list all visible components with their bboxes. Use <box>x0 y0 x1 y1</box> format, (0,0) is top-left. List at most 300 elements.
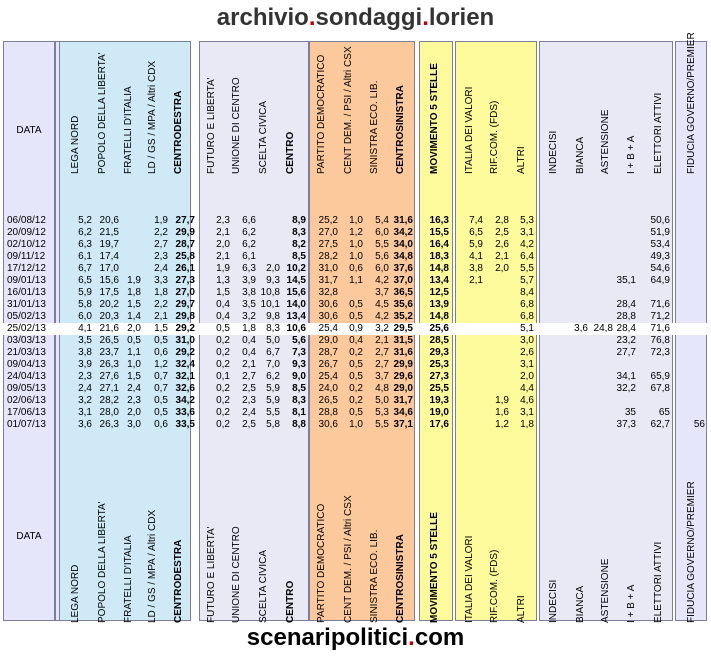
row-value: 27,6 <box>99 371 119 382</box>
row-value: 21,6 <box>99 323 119 334</box>
footer-fli: FUTURO E LIBERTA' <box>206 526 217 623</box>
row-value: 4,2 <box>375 311 389 322</box>
row-value: 4,8 <box>375 383 389 394</box>
row-value: 51,9 <box>650 227 670 238</box>
site-title: scenaripolitici.com <box>246 624 465 651</box>
row-value: 0,5 <box>154 335 168 346</box>
row-value: 3,7 <box>375 287 389 298</box>
row-value: 2,0 <box>495 263 509 274</box>
row-value: 5,5 <box>520 263 534 274</box>
row-value: 31,6 <box>393 215 413 226</box>
row-value: 29,7 <box>175 299 195 310</box>
row-value: 5,3 <box>520 215 534 226</box>
row-value: 14,0 <box>286 299 306 310</box>
row-value: 0,6 <box>154 419 168 430</box>
footer-altri: ALTRI <box>516 595 527 623</box>
row-value: 2,4 <box>127 383 141 394</box>
row-value: 34,1 <box>616 371 636 382</box>
row-value: 28,2 <box>99 395 119 406</box>
row-value: 4,2 <box>520 239 534 250</box>
footer-sel: SINISTRA ECO. LIB. <box>369 529 380 623</box>
row-value: 25,2 <box>318 215 338 226</box>
row-date: 17/12/12 <box>7 263 46 274</box>
table-row <box>3 335 707 347</box>
row-value: 5,0 <box>375 395 389 406</box>
row-value: 2,0 <box>266 263 280 274</box>
row-value: 19,3 <box>429 395 449 406</box>
row-value: 2,0 <box>127 323 141 334</box>
row-value: 5,5 <box>375 419 389 430</box>
row-value: 6,5 <box>78 275 92 286</box>
row-value: 50,6 <box>650 215 670 226</box>
header-idv: ITALIA DEI VALORI <box>464 86 475 174</box>
row-value: 5,3 <box>375 407 389 418</box>
row-value: 56 <box>693 419 705 430</box>
row-value: 0,1 <box>216 371 230 382</box>
header-centrosinistra: CENTROSINISTRA <box>395 85 406 174</box>
row-value: 0,5 <box>216 323 230 334</box>
table-row <box>3 251 707 263</box>
row-value: 9,8 <box>266 311 280 322</box>
row-date: 31/01/13 <box>7 299 46 310</box>
row-value: 17,5 <box>99 287 119 298</box>
row-value: 15,6 <box>99 275 119 286</box>
row-value: 14,8 <box>429 263 449 274</box>
row-value: 2,1 <box>469 275 483 286</box>
row-value: 32,4 <box>175 359 195 370</box>
row-value: 26,5 <box>318 395 338 406</box>
header-centrodestra: CENTRODESTRA <box>173 90 184 174</box>
row-value: 25,3 <box>429 359 449 370</box>
row-value: 3,5 <box>78 335 92 346</box>
table-row <box>3 371 707 383</box>
row-value: 0,2 <box>216 419 230 430</box>
row-value: 28,7 <box>318 347 338 358</box>
row-value: 17,6 <box>429 419 449 430</box>
row-value: 72,3 <box>650 347 670 358</box>
row-value: 3,6 <box>78 419 92 430</box>
row-value: 27,5 <box>318 239 338 250</box>
row-value: 3,9 <box>242 275 256 286</box>
row-value: 62,7 <box>650 419 670 430</box>
row-value: 2,3 <box>216 215 230 226</box>
row-value: 28,4 <box>616 323 636 334</box>
row-value: 3,0 <box>520 335 534 346</box>
row-value: 32,2 <box>616 383 636 394</box>
row-value: 2,1 <box>216 227 230 238</box>
row-value: 17,4 <box>99 251 119 262</box>
row-date: 21/03/13 <box>7 347 46 358</box>
row-value: 26,5 <box>99 335 119 346</box>
row-value: 28,5 <box>429 335 449 346</box>
row-value: 6,7 <box>266 347 280 358</box>
row-date: 09/05/13 <box>7 383 46 394</box>
row-value: 6,1 <box>78 251 92 262</box>
row-value: 15,5 <box>429 227 449 238</box>
row-value: 1,2 <box>349 227 363 238</box>
row-value: 1,1 <box>127 347 141 358</box>
footer-centdem: CENT DEM. / PSI / Altri CSX <box>343 495 354 623</box>
row-value: 6,0 <box>78 311 92 322</box>
footer-lega-nord: LEGA NORD <box>70 564 81 623</box>
footer-bianca: BIANCA <box>575 585 586 623</box>
row-value: 3,6 <box>574 323 588 334</box>
row-value: 10,8 <box>260 287 280 298</box>
row-value: 1,6 <box>495 407 509 418</box>
row-value: 14,8 <box>429 311 449 322</box>
row-value: 13,9 <box>429 299 449 310</box>
row-value: 23,7 <box>99 347 119 358</box>
header-astensione: ASTENSIONE <box>600 109 611 174</box>
row-value: 28,8 <box>318 407 338 418</box>
row-value: 5,9 <box>266 383 280 394</box>
row-value: 5,9 <box>266 395 280 406</box>
header-indecisi: INDECISI <box>548 130 559 174</box>
header-pdl: POPOLO DELLA LIBERTA' <box>97 52 108 174</box>
row-value: 1,9 <box>216 263 230 274</box>
row-value: 6,2 <box>266 371 280 382</box>
row-value: 35,2 <box>393 311 413 322</box>
row-value: 0,2 <box>216 359 230 370</box>
footer-m5s: MOVIMENTO 5 STELLE <box>429 512 440 623</box>
row-value: 3,0 <box>127 419 141 430</box>
row-value: 0,4 <box>242 335 256 346</box>
row-value: 5,5 <box>266 407 280 418</box>
row-value: 15,6 <box>286 287 306 298</box>
row-value: 29,6 <box>393 371 413 382</box>
row-value: 37,6 <box>393 263 413 274</box>
header-lega-nord: LEGA NORD <box>70 115 81 174</box>
row-value: 30,6 <box>318 419 338 430</box>
row-value: 34,2 <box>175 395 195 406</box>
row-value: 7,4 <box>469 215 483 226</box>
row-value: 0,4 <box>349 335 363 346</box>
row-value: 2,3 <box>78 371 92 382</box>
header-rif: RIF.COM. (FDS) <box>489 100 500 174</box>
row-value: 1,5 <box>216 287 230 298</box>
row-value: 37,1 <box>393 419 413 430</box>
row-value: 3,2 <box>375 323 389 334</box>
header-m5s: MOVIMENTO 5 STELLE <box>429 63 440 174</box>
row-value: 1,0 <box>127 359 141 370</box>
row-value: 2,1 <box>375 335 389 346</box>
row-value: 34,2 <box>393 227 413 238</box>
row-value: 31,6 <box>393 347 413 358</box>
row-value: 0,7 <box>154 383 168 394</box>
table-row <box>3 419 707 431</box>
footer-centro: CENTRO <box>285 580 296 623</box>
row-value: 1,8 <box>154 287 168 298</box>
row-value: 34,8 <box>393 251 413 262</box>
row-value: 2,5 <box>242 419 256 430</box>
row-value: 6,8 <box>520 311 534 322</box>
row-value: 2,7 <box>242 371 256 382</box>
row-value: 2,1 <box>216 251 230 262</box>
row-value: 5,0 <box>266 335 280 346</box>
row-value: 1,8 <box>127 287 141 298</box>
row-date: 09/11/12 <box>7 251 46 262</box>
archive-title: archivio.sondaggi.lorien <box>216 4 495 31</box>
header-fli: FUTURO E LIBERTA' <box>206 77 217 174</box>
row-value: 29,2 <box>175 323 195 334</box>
row-value: 9,3 <box>266 275 280 286</box>
row-value: 3,5 <box>242 299 256 310</box>
row-value: 34,0 <box>393 239 413 250</box>
row-value: 1,5 <box>127 299 141 310</box>
row-value: 6,8 <box>520 299 534 310</box>
row-value: 2,0 <box>216 239 230 250</box>
row-value: 30,6 <box>318 311 338 322</box>
row-value: 28,2 <box>318 251 338 262</box>
row-value: 65 <box>658 407 670 418</box>
header-udc: UNIONE DI CENTRO <box>231 77 242 174</box>
row-value: 18,3 <box>429 251 449 262</box>
row-value: 6,1 <box>242 251 256 262</box>
row-value: 27,7 <box>175 215 195 226</box>
header-elettori: ELETTORI ATTIVI <box>653 92 664 174</box>
row-value: 3,1 <box>520 407 534 418</box>
row-date: 25/02/13 <box>7 323 46 334</box>
row-date: 16/01/13 <box>7 287 46 298</box>
row-value: 8,3 <box>266 323 280 334</box>
row-value: 6,2 <box>78 227 92 238</box>
row-date: 24/04/13 <box>7 371 46 382</box>
footer-centrodestra: CENTRODESTRA <box>173 539 184 623</box>
row-value: 16,3 <box>429 215 449 226</box>
row-value: 2,4 <box>242 407 256 418</box>
row-value: 5,1 <box>520 323 534 334</box>
row-value: 31,7 <box>393 395 413 406</box>
row-value: 8,2 <box>292 239 306 250</box>
row-value: 8,4 <box>520 287 534 298</box>
header-ibha: I + B + A <box>626 135 637 174</box>
row-value: 25,6 <box>429 323 449 334</box>
row-value: 3,1 <box>520 359 534 370</box>
row-value: 67,8 <box>650 383 670 394</box>
row-value: 3,8 <box>242 287 256 298</box>
header-sc: SCELTA CIVICA <box>258 101 269 174</box>
row-value: 20,3 <box>99 311 119 322</box>
row-value: 0,7 <box>154 371 168 382</box>
row-date: 02/10/12 <box>7 239 46 250</box>
row-value: 35,6 <box>393 299 413 310</box>
row-value: 8,3 <box>292 227 306 238</box>
row-value: 36,5 <box>393 287 413 298</box>
table-row <box>3 227 707 239</box>
row-value: 4,1 <box>469 251 483 262</box>
row-value: 9,0 <box>292 371 306 382</box>
row-value: 0,5 <box>349 359 363 370</box>
table-row <box>3 215 707 227</box>
row-value: 5,6 <box>375 251 389 262</box>
footer-data: DATA <box>16 531 42 542</box>
row-value: 1,1 <box>349 275 363 286</box>
row-value: 28,7 <box>175 239 195 250</box>
row-value: 35 <box>624 407 636 418</box>
header-fdi: FRATELLI D'ITALIA <box>123 86 134 174</box>
row-value: 64,9 <box>650 275 670 286</box>
table-row <box>3 263 707 275</box>
footer-indecisi: INDECISI <box>548 579 559 623</box>
row-value: 71,6 <box>650 299 670 310</box>
footer-fiducia: FIDUCIA GOVERNO/PREMIER <box>686 481 697 623</box>
row-date: 05/02/13 <box>7 311 46 322</box>
footer-ld: LD / GS / MPA / Altri CDX <box>147 509 158 623</box>
row-value: 3,2 <box>78 395 92 406</box>
row-value: 0,5 <box>349 371 363 382</box>
row-value: 65,9 <box>650 371 670 382</box>
row-value: 5,9 <box>469 239 483 250</box>
footer-astensione: ASTENSIONE <box>600 558 611 623</box>
row-value: 1,4 <box>127 311 141 322</box>
footer-idv: ITALIA DEI VALORI <box>464 535 475 623</box>
header-bianca: BIANCA <box>575 136 586 174</box>
row-value: 34,6 <box>393 407 413 418</box>
row-value: 3,3 <box>154 275 168 286</box>
row-value: 0,2 <box>349 347 363 358</box>
row-value: 2,5 <box>242 383 256 394</box>
row-value: 13,4 <box>429 275 449 286</box>
row-value: 1,2 <box>154 359 168 370</box>
footer-fdi: FRATELLI D'ITALIA <box>123 535 134 623</box>
row-value: 32,6 <box>175 383 195 394</box>
row-value: 8,9 <box>292 215 306 226</box>
row-value: 0,6 <box>349 263 363 274</box>
row-value: 1,3 <box>216 275 230 286</box>
row-value: 28,4 <box>616 299 636 310</box>
row-value: 54,6 <box>650 263 670 274</box>
table-row <box>3 239 707 251</box>
table-row <box>3 347 707 359</box>
header-centdem: CENT DEM. / PSI / Altri CSX <box>343 46 354 174</box>
row-value: 0,5 <box>154 407 168 418</box>
row-value: 2,3 <box>242 395 256 406</box>
table-row <box>3 323 707 335</box>
row-value: 4,5 <box>375 299 389 310</box>
row-value: 25,5 <box>429 383 449 394</box>
row-value: 10,1 <box>260 299 280 310</box>
row-value: 26,7 <box>318 359 338 370</box>
row-value: 0,5 <box>349 311 363 322</box>
row-value: 6,0 <box>375 263 389 274</box>
row-value: 0,2 <box>349 383 363 394</box>
row-value: 5,4 <box>375 215 389 226</box>
row-value: 6,0 <box>375 227 389 238</box>
row-value: 26,3 <box>99 419 119 430</box>
header-centro: CENTRO <box>285 131 296 174</box>
row-value: 3,7 <box>375 371 389 382</box>
poll-table <box>3 32 707 623</box>
row-value: 3,1 <box>520 227 534 238</box>
row-value: 6,2 <box>242 227 256 238</box>
row-value: 2,8 <box>495 215 509 226</box>
row-value: 19,7 <box>99 239 119 250</box>
row-value: 2,5 <box>495 227 509 238</box>
row-value: 0,5 <box>127 335 141 346</box>
table-row <box>3 383 707 395</box>
row-value: 0,5 <box>349 407 363 418</box>
row-value: 1,8 <box>520 419 534 430</box>
row-value: 29,2 <box>175 347 195 358</box>
row-value: 2,6 <box>520 347 534 358</box>
row-value: 29,9 <box>393 359 413 370</box>
row-value: 20,2 <box>99 299 119 310</box>
row-value: 27,1 <box>99 383 119 394</box>
row-value: 0,2 <box>216 347 230 358</box>
header-data: DATA <box>16 125 42 136</box>
row-value: 0,4 <box>242 347 256 358</box>
row-value: 29,5 <box>393 323 413 334</box>
row-value: 37,3 <box>616 419 636 430</box>
row-value: 1,2 <box>495 419 509 430</box>
row-value: 21,5 <box>99 227 119 238</box>
row-value: 29,0 <box>318 335 338 346</box>
row-value: 0,2 <box>216 335 230 346</box>
row-value: 4,2 <box>375 275 389 286</box>
row-value: 1,5 <box>127 371 141 382</box>
row-value: 20,6 <box>99 215 119 226</box>
row-value: 5,8 <box>266 419 280 430</box>
table-row <box>3 299 707 311</box>
row-value: 49,3 <box>650 251 670 262</box>
row-value: 2,2 <box>154 299 168 310</box>
row-value: 6,5 <box>469 227 483 238</box>
row-value: 1,0 <box>349 215 363 226</box>
row-value: 6,2 <box>242 239 256 250</box>
row-value: 32,1 <box>175 371 195 382</box>
row-value: 29,9 <box>175 227 195 238</box>
row-value: 29,3 <box>429 347 449 358</box>
row-date: 17/06/13 <box>7 407 46 418</box>
row-value: 2,6 <box>495 239 509 250</box>
row-value: 25,4 <box>318 371 338 382</box>
row-value: 4,6 <box>520 395 534 406</box>
row-value: 0,5 <box>349 299 363 310</box>
row-value: 25,8 <box>175 251 195 262</box>
row-value: 6,6 <box>242 215 256 226</box>
row-date: 02/06/13 <box>7 395 46 406</box>
row-value: 5,5 <box>375 239 389 250</box>
row-value: 4,4 <box>520 383 534 394</box>
row-value: 12,5 <box>429 287 449 298</box>
footer-pd: PARTITO DEMOCRATICO <box>316 503 327 623</box>
row-value: 2,3 <box>154 251 168 262</box>
row-value: 14,5 <box>286 275 306 286</box>
row-value: 1,9 <box>495 395 509 406</box>
row-value: 3,9 <box>78 359 92 370</box>
row-value: 29,0 <box>393 383 413 394</box>
row-value: 2,0 <box>127 407 141 418</box>
row-value: 31,0 <box>175 335 195 346</box>
row-value: 2,7 <box>154 239 168 250</box>
row-value: 28,0 <box>99 407 119 418</box>
row-value: 27,0 <box>318 227 338 238</box>
row-value: 0,5 <box>154 395 168 406</box>
row-value: 33,5 <box>175 419 195 430</box>
row-value: 3,8 <box>78 347 92 358</box>
row-value: 2,2 <box>154 227 168 238</box>
row-value: 2,7 <box>375 359 389 370</box>
table-row <box>3 407 707 419</box>
row-value: 10,6 <box>286 323 306 334</box>
row-value: 7,3 <box>292 347 306 358</box>
row-value: 2,0 <box>520 371 534 382</box>
footer-elettori: ELETTORI ATTIVI <box>653 541 664 623</box>
row-value: 31,0 <box>318 263 338 274</box>
row-value: 0,2 <box>216 395 230 406</box>
row-value: 0,4 <box>216 311 230 322</box>
row-value: 2,1 <box>495 251 509 262</box>
